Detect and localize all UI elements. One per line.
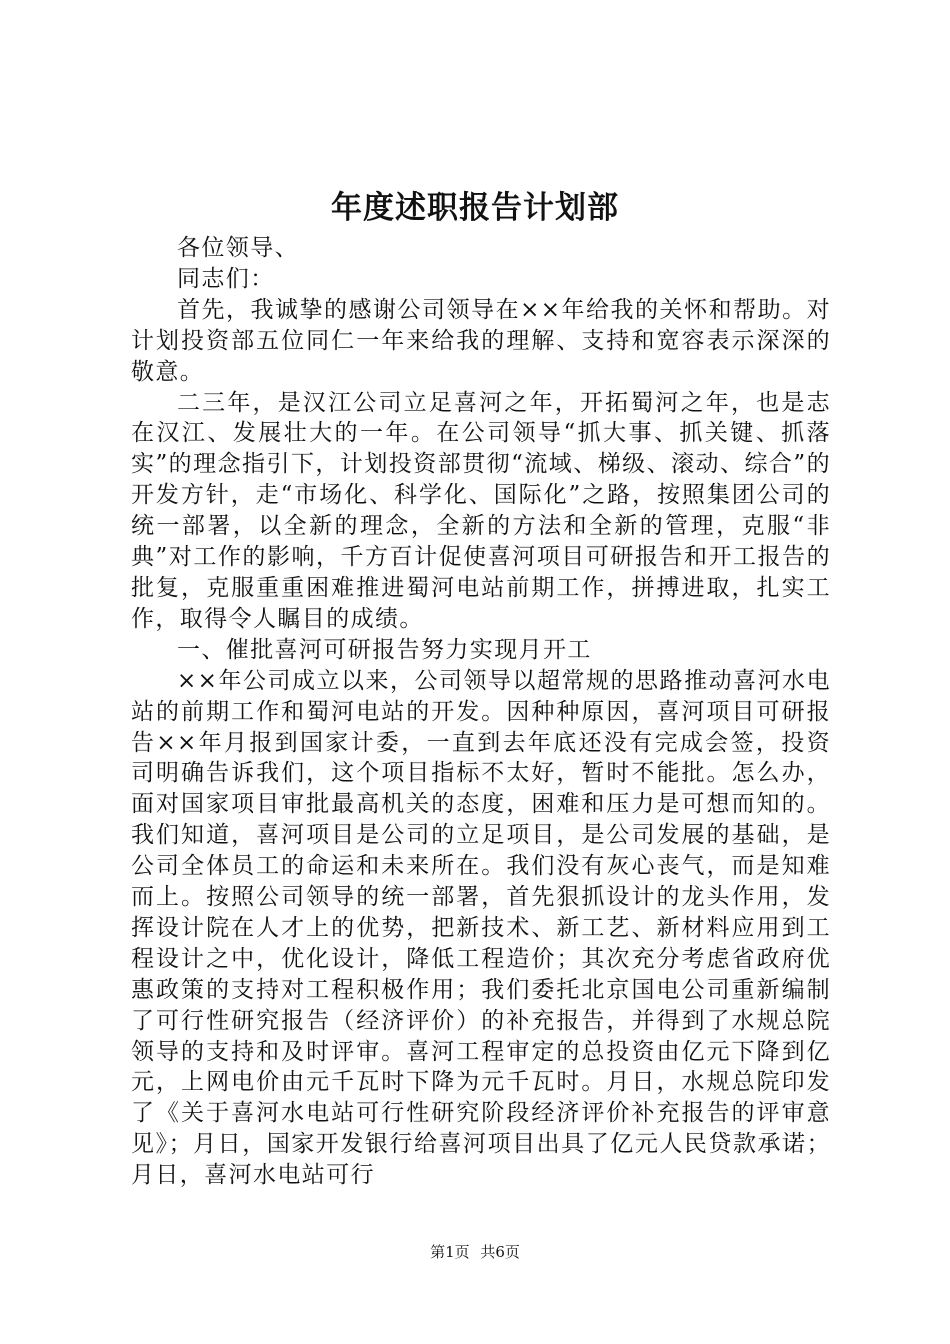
page-number: 第1页: [430, 1243, 470, 1261]
page-footer: [0, 1242, 950, 1262]
page-total: 共6页: [480, 1243, 520, 1261]
paragraph-thanks: 首先，我诚挚的感谢公司领导在××年给我的关怀和帮助。对计划投资部五位同仁一年来给我的理解、支持和宽容表示深深的敬意。: [131, 296, 831, 385]
document-body: [131, 233, 831, 1191]
paragraph-overview: 二三年，是汉江公司立足喜河之年，开拓蜀河之年，也是志在汉江、发展壮大的一年。在公司领导“抓大事、抓关键、抓落实”的理念指引下，计划投资部贯彻“流域、梯级、滚动、综合”的开发方针，走“市场化、科学化、国际化”之路，按照集团公司的统一部署，以全新的理念，全新的方法和全新的管理，克服“非典”对工作的影响，千方百计促使喜河项目可研报告和开工报告的批复，克服重重困难推进蜀河电站前期工作，拼搏进取，扎实工作，取得令人瞩目的成绩。: [131, 389, 831, 632]
salutation-line-2: 同志们：: [177, 265, 275, 292]
salutation-line-1: 各位领导、: [177, 235, 299, 261]
document-title: 年度述职报告计划部: [331, 190, 619, 226]
paragraph-section-1: ××年公司成立以来，公司领导以超常规的思路推动喜河水电站的前期工作和蜀河电站的开发。因种种原因，喜河项目可研报告××年月报到国家计委，一直到去年底还没有完成会签，投资司明确告诉我们，这个项目指标不太好，暂时不能批。怎么办，面对国家项目审批最高机关的态度，困难和压力是可想而知的。我们知道，喜河项目是公司的立足项目，是公司发展的基础，是公司全体员工的命运和未来所在。我们没有灰心丧气，而是知难而上。按照公司领导的统一部署，首先狠抓设计的龙头作用，发挥设计院在人才上的优势，把新技术、新工艺、新材料应用到工程设计之中，优化设计，降低工程造价；其次充分考虑省政府优惠政策的支持对工程积极作用；我们委托北京国电公司重新编制了可行性研究报告（经济评价）的补充报告，并得到了水规总院领导的支持和及时评审。喜河工程审定的总投资由亿元下降到亿元，上网电价由元千瓦时下降为元千瓦时。月日，水规总院印发了《关于喜河水电站可行性研究阶段经济评价补充报告的评审意见》；月日，国家开发银行给喜河项目出具了亿元人民贷款承诺；月日，喜河水电站可行: [131, 667, 831, 1189]
section-heading-1: 一、催批喜河可研报告努力实现月开工: [177, 636, 592, 663]
